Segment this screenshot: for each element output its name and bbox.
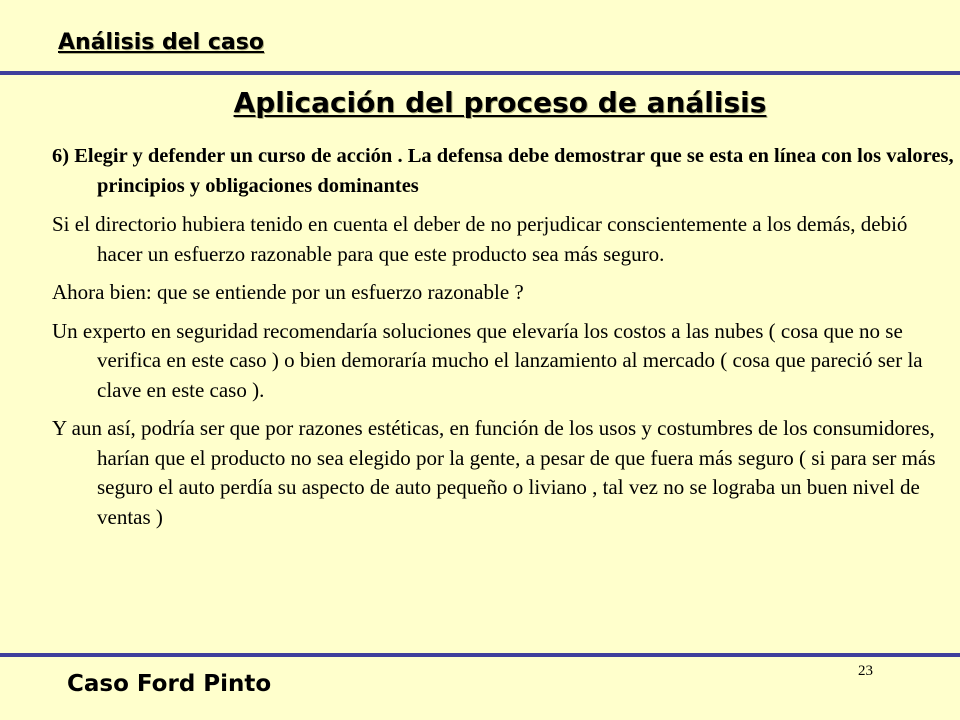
page-number: 23 [858,663,873,679]
footer-title: Caso Ford Pinto [67,671,272,697]
paragraph-aesthetics: Y aun así, podría ser que por razones estéticas, en función de los usos y costumbres de los consumidores, harían que el producto no sea elegido por la gente, a pesar de que fuera más seguro ( si para ser más seguro el auto perdía su aspecto de auto pequeño o liviano , tal vez no se lograba un buen nivel de ventas ) [52,416,936,529]
top-divider [0,71,960,75]
paragraph-step-6: 6) Elegir y defender un curso de acción . La defensa debe demostrar que se esta en línea con los valores, principios y obligaciones dominantes [52,145,954,197]
section-header: Análisis del caso [58,30,264,55]
paragraph-expert: Un experto en seguridad recomendaría soluciones que elevaría los costos a las nubes ( cosa que no se verifica en este caso ) o bien demoraría mucho el lanzamiento al mercado ( cosa que pareció ser la clave en este caso ). [52,318,923,402]
bottom-divider [0,653,960,657]
slide-body [52,142,957,541]
paragraph-question: Ahora bien: que se entiende por un esfuerzo razonable ? [52,280,524,304]
slide-title: Aplicación del proceso de análisis [233,86,767,119]
paragraph-directorio: Si el directorio hubiera tenido en cuenta el deber de no perjudicar conscientemente a los demás, debió hacer un esfuerzo razonable para que este producto sea más seguro. [52,212,908,266]
